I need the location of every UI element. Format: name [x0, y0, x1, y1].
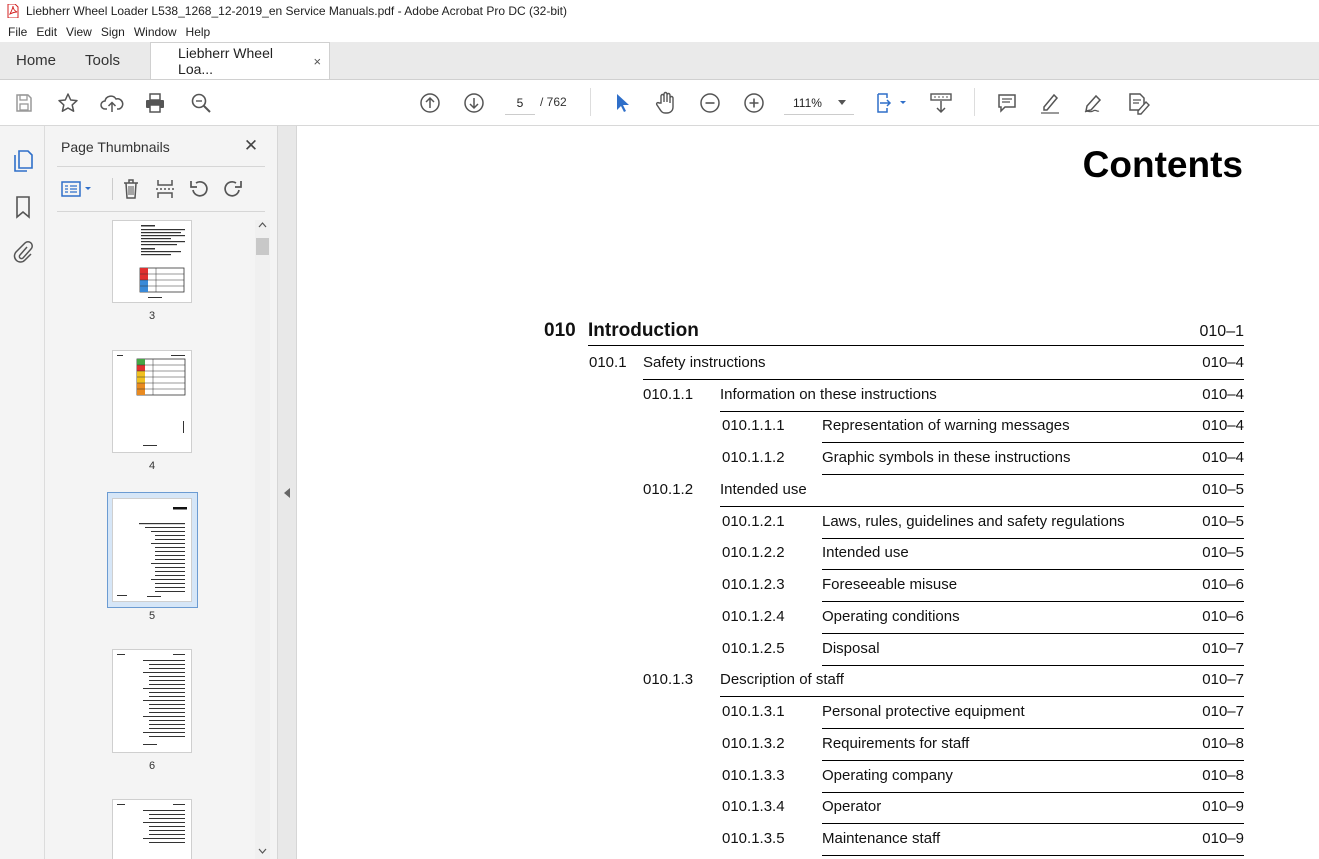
- toc-underline: [643, 379, 1244, 380]
- page-thumbnail[interactable]: [112, 799, 192, 859]
- toc-row[interactable]: [297, 544, 1319, 570]
- toc-underline: [822, 538, 1244, 539]
- tab-bar: [0, 42, 1319, 80]
- menu-sign[interactable]: Sign: [100, 25, 125, 39]
- toc-section-number: 010: [544, 320, 576, 341]
- toc-section-number: 010.1.2.5: [722, 639, 785, 657]
- divider: [112, 178, 113, 200]
- toc-section-number: 010.1.1: [643, 385, 694, 403]
- toc-row[interactable]: [297, 481, 1319, 507]
- toc-section-title[interactable]: Intended use: [720, 480, 807, 498]
- toc-page-number[interactable]: 010–7: [1202, 671, 1244, 689]
- thumbnail-page-number: 5: [148, 610, 156, 622]
- collapse-panel-icon[interactable]: [284, 488, 290, 498]
- page-total: / 762: [540, 95, 567, 109]
- menu-bar: [0, 22, 1319, 42]
- tab-document[interactable]: [150, 42, 330, 79]
- extract-page-icon[interactable]: [152, 176, 178, 202]
- toc-section-title[interactable]: Operating company: [822, 766, 953, 784]
- menu-edit[interactable]: Edit: [36, 25, 58, 39]
- toc-underline: [822, 823, 1244, 824]
- toc-underline: [822, 569, 1244, 570]
- toc-page-number[interactable]: 010–4: [1202, 417, 1244, 435]
- toc-page-number[interactable]: 010–5: [1202, 544, 1244, 562]
- toc-underline: [822, 633, 1244, 634]
- rotate-counterclockwise-icon[interactable]: [186, 176, 212, 202]
- toc-section-number: 010.1: [589, 353, 627, 371]
- page-thumbnail[interactable]: [112, 498, 192, 602]
- toc-underline: [822, 760, 1244, 761]
- toc-page-number[interactable]: 010–9: [1202, 830, 1244, 847]
- toc-page-number[interactable]: 010–4: [1202, 353, 1244, 371]
- toc-section-title[interactable]: Representation of warning messages: [822, 417, 1070, 435]
- attachment-paperclip-icon[interactable]: [10, 239, 36, 265]
- toc-section-title[interactable]: Introduction: [588, 320, 699, 341]
- toc-row[interactable]: [297, 354, 1319, 380]
- search-zoom-icon[interactable]: [188, 90, 214, 116]
- chevron-down-icon: [838, 100, 846, 105]
- main-toolbar: [0, 80, 1319, 126]
- divider: [57, 166, 265, 167]
- menu-file[interactable]: File: [8, 25, 28, 39]
- toc-page-number[interactable]: 010–8: [1202, 734, 1244, 752]
- toc-section-number: 010.1.2: [643, 480, 694, 498]
- toc-section-title[interactable]: Information on these instructions: [720, 385, 937, 403]
- toc-underline: [822, 474, 1244, 475]
- highlight-pen-icon[interactable]: [1037, 90, 1063, 116]
- toc-page-number[interactable]: 010–6: [1202, 576, 1244, 593]
- toc-row[interactable]: [297, 320, 1319, 346]
- scroll-up-icon[interactable]: [258, 222, 267, 228]
- print-icon[interactable]: [142, 90, 168, 116]
- toc-section-number: 010.1.2.2: [722, 544, 785, 562]
- toc-page-number[interactable]: 010–6: [1202, 607, 1244, 625]
- page-thumbnails-panel: [45, 126, 277, 859]
- thumbnail-options-icon[interactable]: [59, 176, 97, 202]
- toc-row[interactable]: [297, 767, 1319, 793]
- toc-section-title[interactable]: Operator: [822, 798, 882, 816]
- toc-page-number[interactable]: 010–8: [1202, 766, 1244, 784]
- close-icon: ✕: [243, 136, 259, 155]
- zoom-in-icon[interactable]: [741, 90, 767, 116]
- toc-row[interactable]: [297, 449, 1319, 475]
- toc-row[interactable]: [297, 576, 1319, 602]
- scroll-mode-icon[interactable]: [928, 90, 954, 116]
- tab-home[interactable]: Home: [16, 52, 57, 69]
- toc-page-number[interactable]: 010–9: [1202, 798, 1244, 816]
- page-thumbnail[interactable]: [112, 350, 192, 453]
- upload-cloud-icon[interactable]: [99, 90, 125, 116]
- toc-section-number: 010.1.3.5: [722, 830, 785, 847]
- page-thumbnail[interactable]: [112, 220, 192, 303]
- toc-row[interactable]: [297, 703, 1319, 729]
- toc-underline: [822, 665, 1244, 666]
- toc-underline: [720, 696, 1244, 697]
- navigation-rail: [0, 126, 45, 859]
- page-thumbnail[interactable]: [112, 649, 192, 753]
- thumbnail-list: [45, 218, 255, 859]
- toc-page-number[interactable]: 010–1: [1199, 323, 1244, 340]
- toc-underline: [822, 601, 1244, 602]
- toc-page-number[interactable]: 010–4: [1202, 449, 1244, 466]
- divider: [57, 211, 265, 212]
- toc-section-title[interactable]: Description of staff: [720, 671, 844, 689]
- toc-underline: [822, 728, 1244, 729]
- tab-document-label: Liebherr Wheel Loa...: [178, 45, 273, 77]
- zoom-out-icon[interactable]: [697, 90, 723, 116]
- page-number-input[interactable]: 5: [505, 91, 535, 115]
- tab-tools[interactable]: Tools: [85, 52, 121, 69]
- toc-page-number[interactable]: 010–5: [1202, 512, 1244, 530]
- toc-section-number: 010.1.3: [643, 671, 694, 689]
- acrobat-logo-icon: [6, 4, 20, 18]
- toc-section-title[interactable]: Intended use: [822, 544, 909, 562]
- toc-section-title[interactable]: Laws, rules, guidelines and safety regulations: [822, 512, 1125, 530]
- fit-page-icon[interactable]: [873, 90, 909, 116]
- toc-underline: [822, 792, 1244, 793]
- toc-underline: [720, 506, 1244, 507]
- toc-underline: [822, 855, 1244, 856]
- select-cursor-icon[interactable]: [609, 90, 635, 116]
- title-bar: [0, 0, 1319, 22]
- menu-help[interactable]: Help: [185, 25, 211, 39]
- toc-section-number: 010.1.2.3: [722, 576, 785, 593]
- thumbnail-scrollbar[interactable]: [255, 220, 270, 859]
- menu-window[interactable]: Window: [133, 25, 177, 39]
- comment-icon[interactable]: [994, 90, 1020, 116]
- toc-section-title[interactable]: Foreseeable misuse: [822, 576, 958, 593]
- scroll-down-icon[interactable]: [258, 848, 267, 854]
- toc-section-number: 010.1.1.1: [722, 417, 785, 435]
- toc-page-number[interactable]: 010–7: [1202, 639, 1244, 657]
- delete-page-icon[interactable]: [118, 176, 144, 202]
- toc-row[interactable]: [297, 798, 1319, 824]
- toc-section-title[interactable]: Graphic symbols in these instructions: [822, 449, 1071, 466]
- zoom-level-value: 111%: [793, 95, 822, 110]
- page-thumbnails-icon[interactable]: [10, 148, 36, 174]
- hand-tool-icon[interactable]: [653, 90, 679, 116]
- toc-page-number[interactable]: 010–5: [1202, 480, 1244, 498]
- toc-section-number: 010.1.3.4: [722, 798, 785, 816]
- sign-pen-icon[interactable]: [1081, 90, 1107, 116]
- toc-section-number: 010.1.2.1: [722, 512, 785, 530]
- close-panel-icon[interactable]: [241, 136, 261, 156]
- toc-row[interactable]: [297, 386, 1319, 412]
- toc-row[interactable]: [297, 830, 1319, 856]
- edit-document-icon[interactable]: [1125, 90, 1151, 116]
- previous-page-icon[interactable]: [417, 90, 443, 116]
- thumbnail-page-number: 6: [148, 760, 156, 772]
- star-bookmark-icon[interactable]: [55, 90, 81, 116]
- menu-view[interactable]: View: [66, 25, 92, 39]
- toolbar-divider: [974, 88, 975, 116]
- thumbnail-page-number: 3: [148, 310, 156, 322]
- save-icon[interactable]: [11, 90, 37, 116]
- toc-section-number: 010.1.1.2: [722, 449, 785, 466]
- toc-section-title[interactable]: Safety instructions: [643, 353, 766, 371]
- tab-close-icon[interactable]: ×: [313, 53, 322, 69]
- toc-section-title[interactable]: Disposal: [822, 639, 880, 657]
- toc-underline: [588, 345, 1244, 346]
- next-page-icon[interactable]: [461, 90, 487, 116]
- toc-section-title[interactable]: Personal protective equipment: [822, 703, 1025, 720]
- toc-section-title[interactable]: Maintenance staff: [822, 830, 941, 847]
- toc-section-number: 010.1.3.1: [722, 703, 785, 720]
- scrollbar-thumb[interactable]: [256, 238, 269, 255]
- toc-section-number: 010.1.3.3: [722, 766, 785, 784]
- toc-section-number: 010.1.3.2: [722, 734, 785, 752]
- zoom-level-select[interactable]: [784, 91, 854, 115]
- toc-section-title[interactable]: Operating conditions: [822, 607, 960, 625]
- toc-underline: [822, 442, 1244, 443]
- toc-row[interactable]: [297, 671, 1319, 697]
- document-view[interactable]: [297, 126, 1319, 859]
- toc-page-number[interactable]: 010–4: [1202, 385, 1244, 403]
- toc-row[interactable]: [297, 735, 1319, 761]
- toc-row[interactable]: [297, 608, 1319, 634]
- toc-row[interactable]: [297, 417, 1319, 443]
- toc-row[interactable]: [297, 640, 1319, 666]
- thumbnail-page-number: 4: [148, 460, 156, 472]
- bookmark-icon[interactable]: [10, 194, 36, 220]
- toc-page-number[interactable]: 010–7: [1202, 703, 1244, 720]
- panel-title: Page Thumbnails: [61, 139, 170, 155]
- window-title: Liebherr Wheel Loader L538_1268_12-2019_en Service Manuals.pdf - Adobe Acrobat Pro DC (32-bit): [26, 4, 568, 18]
- toc-section-number: 010.1.2.4: [722, 607, 785, 625]
- toolbar-divider: [590, 88, 591, 116]
- toc-underline: [720, 411, 1244, 412]
- rotate-clockwise-icon[interactable]: [220, 176, 246, 202]
- panel-splitter[interactable]: [277, 126, 297, 859]
- page-title: Contents: [1082, 144, 1243, 185]
- toc-section-title[interactable]: Requirements for staff: [822, 734, 970, 752]
- toc-row[interactable]: [297, 513, 1319, 539]
